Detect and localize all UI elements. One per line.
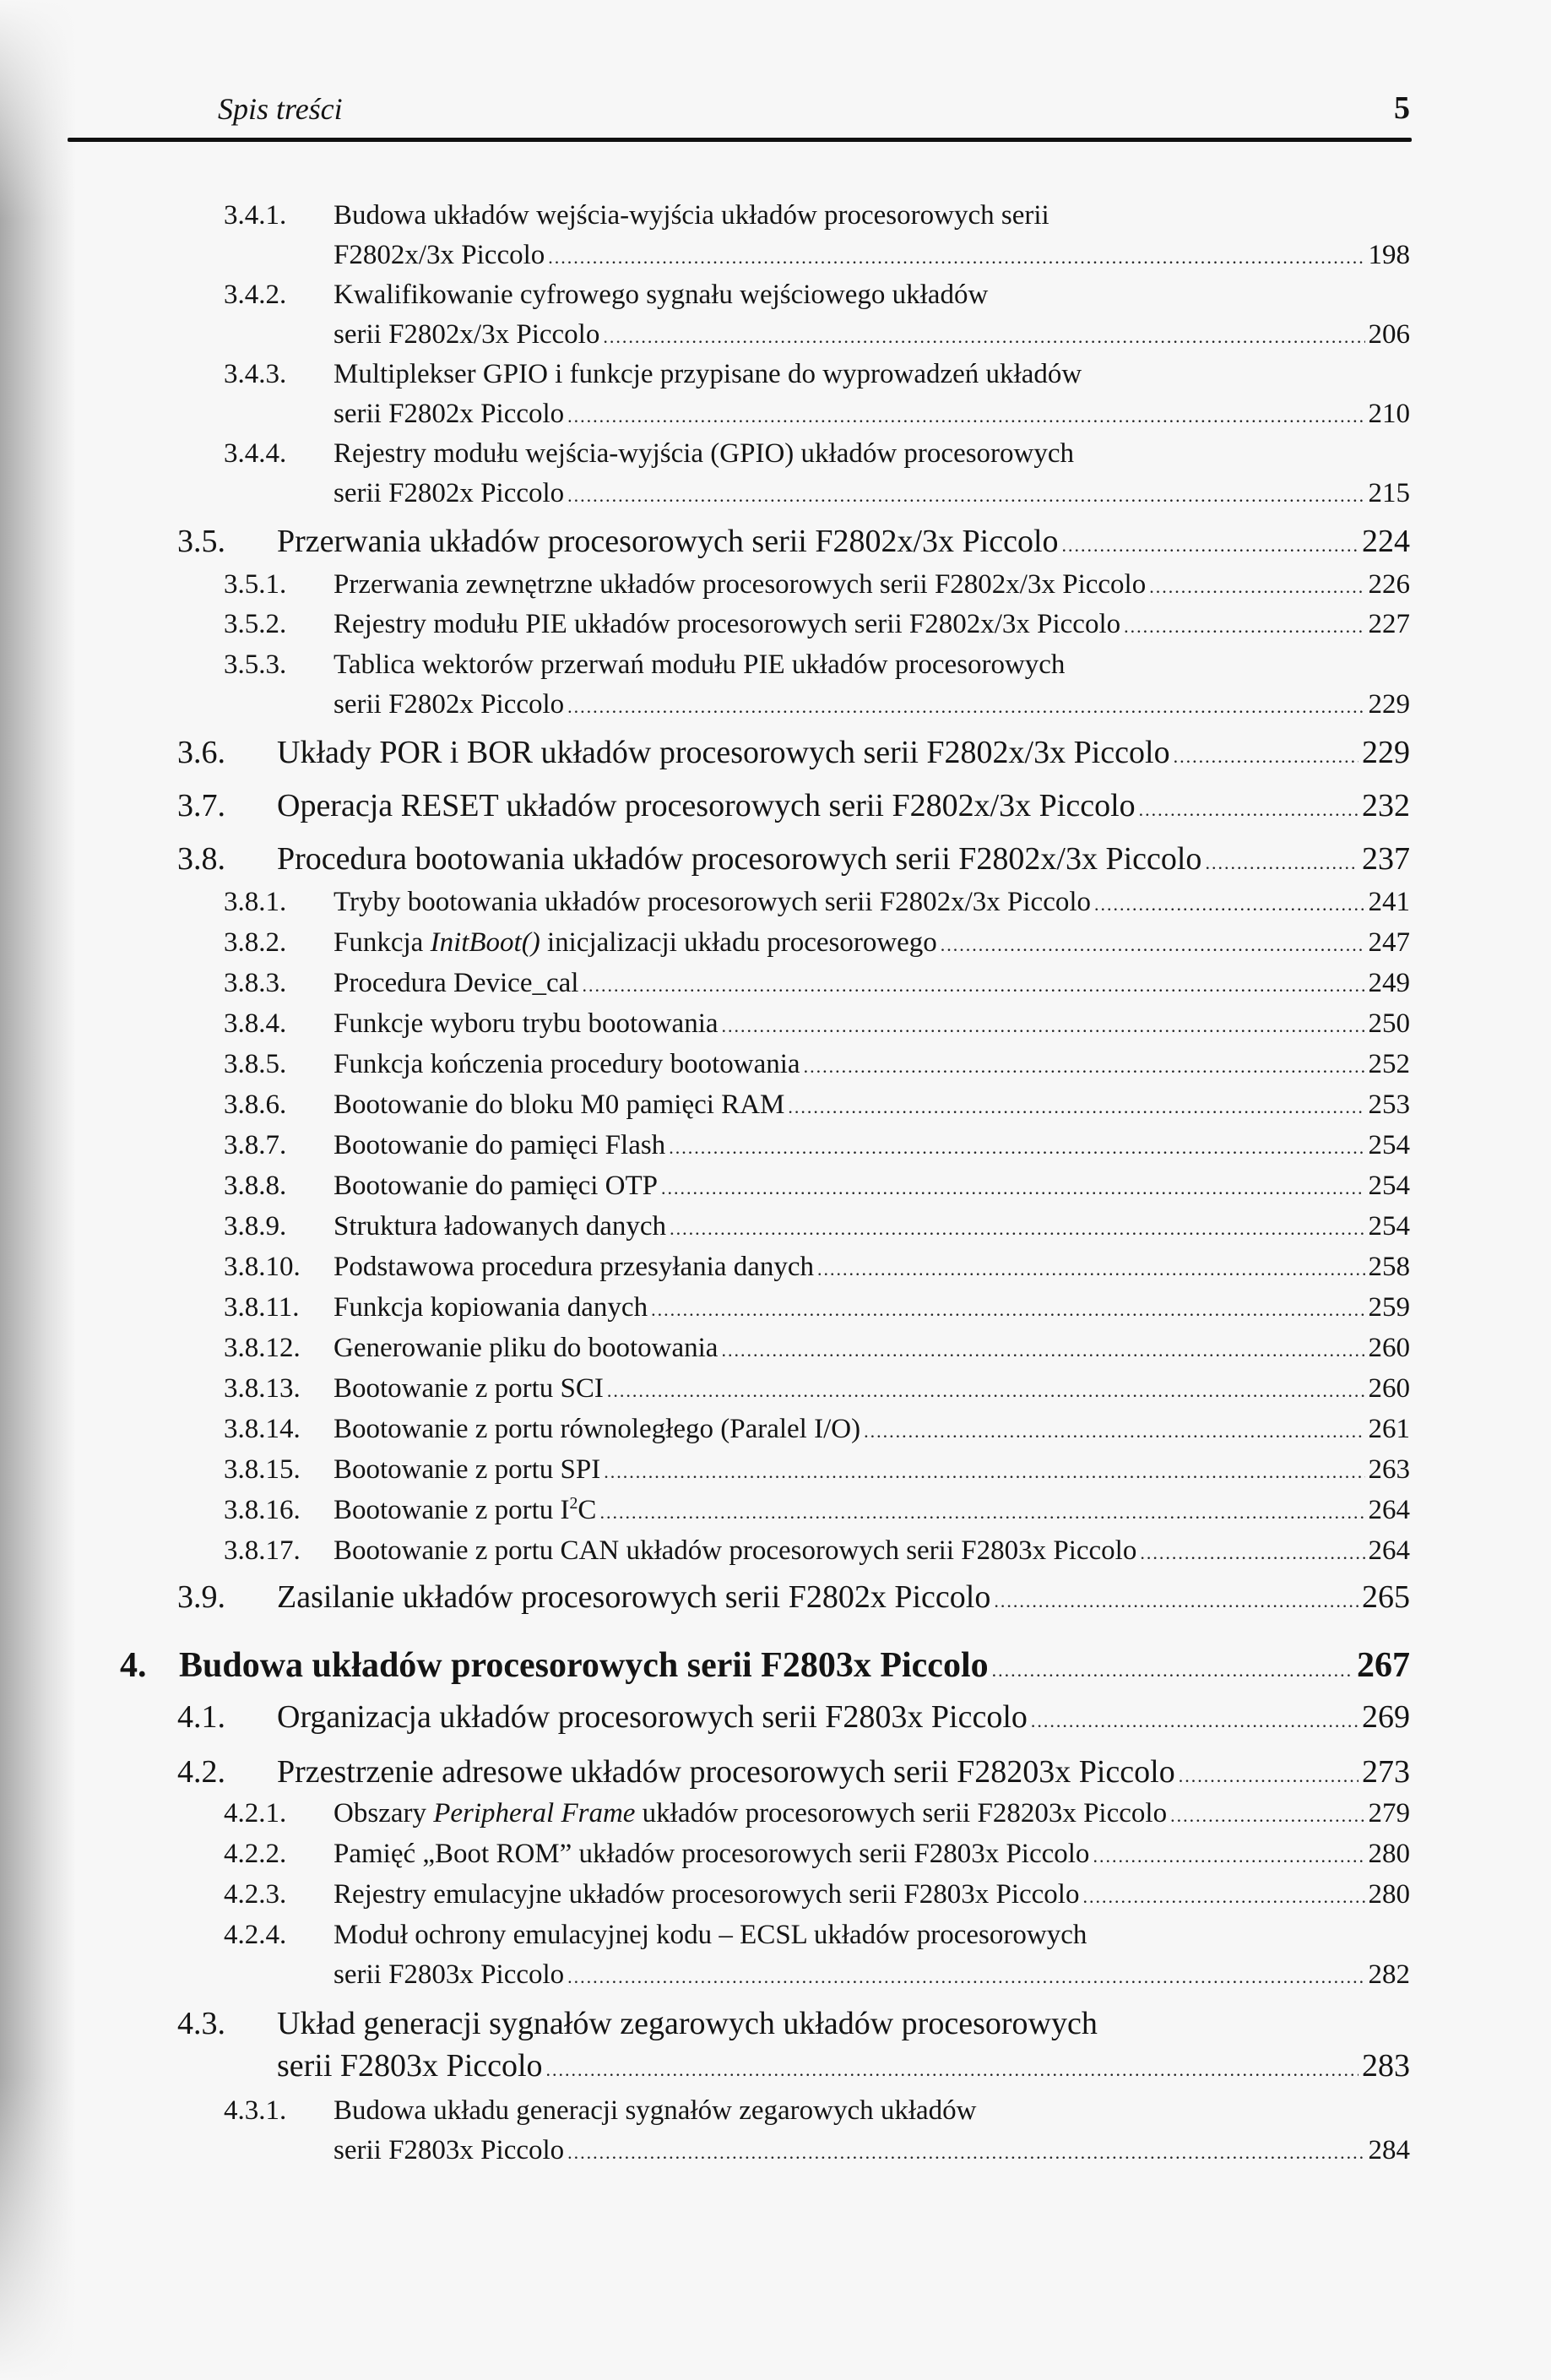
dot-leader bbox=[1124, 606, 1364, 646]
entry-title: Przerwania układów procesorowych serii F2802x/3x Piccolo bbox=[277, 524, 1059, 559]
italic-term: Peripheral Frame bbox=[433, 1798, 636, 1828]
page-number: 5 bbox=[1394, 90, 1410, 126]
toc-entry-3-5-3[interactable] bbox=[224, 645, 1410, 726]
toc-entry-3-8-15[interactable] bbox=[224, 1450, 1410, 1492]
entry-number: 3.8.5. bbox=[224, 1049, 287, 1079]
entry-title: Funkcja kończenia procedury bootowania bbox=[334, 1049, 800, 1079]
entry-title: Struktura ładowanych danych bbox=[334, 1211, 667, 1242]
toc-entry-3-8-14[interactable] bbox=[224, 1410, 1410, 1451]
entry-title: Budowa układu generacji sygnałów zegarowych układów bbox=[334, 2095, 977, 2126]
chapter-title: Budowa układów procesorowych serii F2803x Piccolo bbox=[179, 1646, 989, 1685]
toc-entry-4-3[interactable] bbox=[177, 2002, 1410, 2091]
entry-number: 3.5.2. bbox=[224, 609, 287, 639]
entry-title: Bootowanie do pamięci Flash bbox=[334, 1130, 666, 1160]
entry-page: 254 bbox=[1368, 1211, 1410, 1242]
toc-entry-3-4-1[interactable] bbox=[224, 196, 1410, 277]
entry-number: 3.8.14. bbox=[224, 1414, 301, 1444]
toc-entry-3-8-6[interactable] bbox=[224, 1085, 1410, 1127]
entry-number: 3.8.1. bbox=[224, 887, 287, 917]
entry-number: 3.4.1. bbox=[224, 200, 287, 231]
dot-leader bbox=[721, 1330, 1364, 1370]
chapter-number: 4. bbox=[120, 1646, 147, 1685]
toc-entry-4-3-1[interactable] bbox=[224, 2091, 1410, 2172]
entry-number: 4.2.3. bbox=[224, 1879, 287, 1910]
entry-number: 3.4.2. bbox=[224, 280, 287, 310]
dot-leader bbox=[994, 1580, 1358, 1622]
entry-title: Przerwania zewnętrzne układów procesorowych serii F2802x/3x Piccolo bbox=[334, 569, 1147, 600]
entry-number: 3.5.3. bbox=[224, 649, 287, 680]
spine-fade-bottom bbox=[0, 2076, 76, 2380]
entry-page: 252 bbox=[1368, 1049, 1410, 1079]
dot-leader bbox=[567, 687, 1364, 726]
entry-title-cont: serii F2803x Piccolo bbox=[334, 1959, 565, 1990]
entry-title bbox=[334, 1794, 1167, 1834]
toc-entry-3-4-3[interactable] bbox=[224, 355, 1410, 436]
entry-title-cont: serii F2802x Piccolo bbox=[334, 478, 565, 508]
entry-title: Funkcje wyboru trybu bootowania bbox=[334, 1008, 719, 1039]
toc-entry-4-1[interactable] bbox=[177, 1696, 1410, 1742]
dot-leader bbox=[1094, 884, 1364, 924]
dot-leader bbox=[567, 2133, 1364, 2172]
entry-title: Bootowanie z portu SPI bbox=[334, 1454, 601, 1485]
entry-title: Budowa układów wejścia-wyjścia układów procesorowych serii bbox=[334, 200, 1049, 231]
toc-entry-3-7[interactable] bbox=[177, 785, 1410, 831]
entry-number: 3.8.9. bbox=[224, 1211, 287, 1242]
dot-leader bbox=[1093, 1836, 1364, 1876]
title-text: układów procesorowych serii F28203x Piccolo bbox=[635, 1798, 1168, 1828]
dot-leader bbox=[546, 2049, 1358, 2091]
entry-number: 3.8.12. bbox=[224, 1333, 301, 1363]
entry-number: 3.5.1. bbox=[224, 569, 287, 600]
dot-leader bbox=[1179, 1755, 1358, 1797]
entry-page: 198 bbox=[1368, 240, 1410, 270]
entry-title: Organizacja układów procesorowych serii F2803x Piccolo bbox=[277, 1699, 1028, 1735]
entry-number: 4.3. bbox=[177, 2006, 225, 2041]
entry-title: Układ generacji sygnałów zegarowych układów procesorowych bbox=[277, 2006, 1098, 2041]
entry-number: 3.8.7. bbox=[224, 1130, 287, 1160]
entry-title: Generowanie pliku do bootowania bbox=[334, 1333, 719, 1363]
entry-page: 249 bbox=[1368, 968, 1410, 998]
entry-title: Podstawowa procedura przesyłania danych bbox=[334, 1252, 815, 1282]
dot-leader bbox=[599, 1492, 1364, 1532]
entry-page: 227 bbox=[1368, 609, 1410, 639]
entry-page: 253 bbox=[1368, 1089, 1410, 1120]
entry-page: 280 bbox=[1368, 1839, 1410, 1869]
running-header bbox=[218, 91, 1410, 130]
entry-page: 247 bbox=[1368, 927, 1410, 958]
dot-leader bbox=[1170, 1796, 1364, 1835]
dot-leader bbox=[1062, 524, 1358, 567]
entry-number: 3.8.17. bbox=[224, 1535, 301, 1566]
entry-page: 264 bbox=[1368, 1495, 1410, 1525]
entry-title: Bootowanie z portu równoległego (Paralel I/O) bbox=[334, 1414, 861, 1444]
entry-title: Operacja RESET układów procesorowych serii F2802x/3x Piccolo bbox=[277, 788, 1136, 823]
dot-leader bbox=[582, 965, 1364, 1005]
entry-title: Multiplekser GPIO i funkcje przypisane do wyprowadzeń układów bbox=[334, 359, 1082, 389]
toc-entry-3-8-1[interactable] bbox=[224, 883, 1410, 924]
entry-page: 260 bbox=[1368, 1333, 1410, 1363]
entry-page: 224 bbox=[1362, 524, 1410, 559]
title-text: Funkcja bbox=[334, 927, 431, 958]
toc-chapter-4[interactable] bbox=[120, 1643, 1410, 1693]
entry-page: 258 bbox=[1368, 1252, 1410, 1282]
entry-title: Układy POR i BOR układów procesorowych serii F2802x/3x Piccolo bbox=[277, 735, 1170, 770]
toc-entry-3-8-13[interactable] bbox=[224, 1369, 1410, 1410]
dot-leader bbox=[864, 1411, 1364, 1451]
entry-title-cont: serii F2803x Piccolo bbox=[334, 2135, 565, 2165]
entry-number: 3.8.13. bbox=[224, 1373, 301, 1404]
entry-title: Tablica wektorów przerwań modułu PIE układów procesorowych bbox=[334, 649, 1066, 680]
toc-entry-3-6[interactable] bbox=[177, 731, 1410, 778]
entry-number: 3.8.4. bbox=[224, 1008, 287, 1039]
dot-leader bbox=[1082, 1877, 1364, 1916]
entry-page: 254 bbox=[1368, 1130, 1410, 1160]
toc-entry-3-8-16[interactable] bbox=[224, 1491, 1410, 1532]
dot-leader bbox=[567, 1957, 1364, 1997]
entry-title: Rejestry modułu wejścia-wyjścia (GPIO) układów procesorowych bbox=[334, 438, 1075, 469]
entry-page: 273 bbox=[1362, 1754, 1410, 1790]
entry-page: 283 bbox=[1362, 2048, 1410, 2084]
entry-title-cont: serii F2802x Piccolo bbox=[334, 399, 565, 429]
header-rule bbox=[68, 138, 1412, 142]
dot-leader bbox=[1174, 736, 1358, 778]
function-name: InitBoot() bbox=[430, 927, 540, 958]
entry-page: 279 bbox=[1368, 1798, 1410, 1828]
entry-page: 261 bbox=[1368, 1414, 1410, 1444]
entry-title: Zasilanie układów procesorowych serii F2802x Piccolo bbox=[277, 1579, 991, 1615]
entry-title-cont: serii F2802x/3x Piccolo bbox=[334, 319, 600, 350]
dot-leader bbox=[722, 1006, 1365, 1046]
dot-leader bbox=[1031, 1700, 1358, 1742]
dot-leader bbox=[669, 1128, 1364, 1167]
title-text: inicjalizacji układu procesorowego bbox=[540, 927, 937, 958]
toc-entry-3-9[interactable] bbox=[177, 1576, 1410, 1622]
dot-leader bbox=[1205, 842, 1358, 884]
toc-entry-4-2-4[interactable] bbox=[224, 1915, 1410, 1997]
book-spine-shadow bbox=[0, 0, 76, 2380]
entry-number: 3.8. bbox=[177, 841, 225, 877]
toc-entry-3-5-2[interactable] bbox=[224, 605, 1410, 646]
entry-title: Bootowanie do pamięci OTP bbox=[334, 1171, 659, 1201]
entry-title-cont: F2802x/3x Piccolo bbox=[334, 240, 545, 270]
entry-title: Tryby bootowania układów procesorowych serii F2802x/3x Piccolo bbox=[334, 887, 1092, 917]
toc-entry-3-4-4[interactable] bbox=[224, 434, 1410, 515]
toc-entry-3-8-4[interactable] bbox=[224, 1004, 1410, 1046]
entry-page: 229 bbox=[1362, 735, 1410, 770]
entry-title: Funkcja kopiowania danych bbox=[334, 1292, 648, 1323]
entry-number: 3.4.3. bbox=[224, 359, 287, 389]
entry-page: 232 bbox=[1362, 788, 1410, 823]
entry-number: 4.1. bbox=[177, 1699, 225, 1735]
toc-entry-3-5-1[interactable] bbox=[224, 565, 1410, 606]
entry-page: 250 bbox=[1368, 1008, 1410, 1039]
dot-leader bbox=[567, 475, 1364, 515]
entry-page: 284 bbox=[1368, 2135, 1410, 2165]
toc-entry-3-4-2[interactable] bbox=[224, 275, 1410, 356]
entry-number: 3.8.2. bbox=[224, 927, 287, 958]
entry-page: 210 bbox=[1368, 399, 1410, 429]
running-title: Spis treści bbox=[218, 92, 343, 126]
entry-number: 3.8.3. bbox=[224, 968, 287, 998]
entry-number: 3.8.6. bbox=[224, 1089, 287, 1120]
entry-number: 3.9. bbox=[177, 1579, 225, 1615]
entry-page: 265 bbox=[1362, 1579, 1410, 1615]
entry-title bbox=[334, 923, 937, 963]
entry-page: 215 bbox=[1368, 478, 1410, 508]
entry-page: 237 bbox=[1362, 841, 1410, 877]
entry-title: Bootowanie do bloku M0 pamięci RAM bbox=[334, 1089, 785, 1120]
entry-number: 3.7. bbox=[177, 788, 225, 823]
entry-page: 254 bbox=[1368, 1171, 1410, 1201]
dot-leader bbox=[670, 1209, 1364, 1248]
entry-title: Moduł ochrony emulacyjnej kodu – ECSL układów procesorowych bbox=[334, 1920, 1087, 1950]
entry-number: 3.5. bbox=[177, 524, 225, 559]
entry-title bbox=[334, 1491, 596, 1530]
toc-entry-3-8-8[interactable] bbox=[224, 1166, 1410, 1208]
entry-page: 260 bbox=[1368, 1373, 1410, 1404]
entry-page: 269 bbox=[1362, 1699, 1410, 1735]
dot-leader bbox=[817, 1249, 1364, 1289]
toc-entry-3-8-10[interactable] bbox=[224, 1247, 1410, 1289]
entry-page: 263 bbox=[1368, 1454, 1410, 1485]
dot-leader bbox=[548, 237, 1364, 277]
entry-number: 3.8.10. bbox=[224, 1252, 301, 1282]
dot-leader bbox=[804, 1046, 1365, 1086]
entry-title: Rejestry emulacyjne układów procesorowych serii F2803x Piccolo bbox=[334, 1879, 1080, 1910]
dot-leader bbox=[1149, 567, 1364, 606]
dot-leader bbox=[941, 925, 1365, 964]
toc-entry-4-2[interactable] bbox=[177, 1751, 1410, 1797]
entry-number: 4.2.1. bbox=[224, 1798, 287, 1828]
dot-leader bbox=[1139, 789, 1358, 831]
title-text: Bootowanie z portu I bbox=[334, 1495, 570, 1525]
entry-number: 4.3.1. bbox=[224, 2095, 287, 2126]
entry-title: Kwalifikowanie cyfrowego sygnału wejściowego układów bbox=[334, 280, 989, 310]
entry-title: Rejestry modułu PIE układów procesorowych serii F2802x/3x Piccolo bbox=[334, 609, 1121, 639]
entry-page: 264 bbox=[1368, 1535, 1410, 1566]
entry-title-cont: serii F2802x Piccolo bbox=[334, 689, 565, 720]
entry-page: 259 bbox=[1368, 1292, 1410, 1323]
entry-page: 226 bbox=[1368, 569, 1410, 600]
toc-entry-4-2-1[interactable] bbox=[224, 1794, 1410, 1835]
toc-entry-4-2-2[interactable] bbox=[224, 1834, 1410, 1876]
title-text: C bbox=[578, 1495, 597, 1525]
toc-entry-3-8-7[interactable] bbox=[224, 1126, 1410, 1167]
entry-page: 267 bbox=[1357, 1646, 1410, 1685]
toc-entry-3-8-17[interactable] bbox=[224, 1531, 1410, 1573]
toc-entry-3-8-5[interactable] bbox=[224, 1045, 1410, 1086]
toc-entry-3-8-11[interactable] bbox=[224, 1288, 1410, 1329]
dot-leader bbox=[992, 1648, 1353, 1693]
entry-title: Pamięć „Boot ROM” układów procesorowych serii F2803x Piccolo bbox=[334, 1839, 1090, 1869]
entry-page: 280 bbox=[1368, 1879, 1410, 1910]
entry-number: 3.8.16. bbox=[224, 1495, 301, 1525]
dot-leader bbox=[604, 1452, 1364, 1492]
entry-number: 3.8.8. bbox=[224, 1171, 287, 1201]
entry-page: 241 bbox=[1368, 887, 1410, 917]
entry-number: 3.8.11. bbox=[224, 1292, 300, 1323]
dot-leader bbox=[603, 317, 1364, 356]
toc-entry-3-8-12[interactable] bbox=[224, 1329, 1410, 1370]
entry-page: 282 bbox=[1368, 1959, 1410, 1990]
entry-number: 4.2. bbox=[177, 1754, 225, 1790]
entry-number: 3.6. bbox=[177, 735, 225, 770]
entry-title: Bootowanie z portu SCI bbox=[334, 1373, 604, 1404]
entry-page: 206 bbox=[1368, 319, 1410, 350]
entry-title: Procedura bootowania układów procesorowych serii F2802x/3x Piccolo bbox=[277, 841, 1202, 877]
entry-page: 229 bbox=[1368, 689, 1410, 720]
dot-leader bbox=[607, 1371, 1365, 1410]
entry-number: 4.2.2. bbox=[224, 1839, 287, 1869]
toc-entry-4-2-3[interactable] bbox=[224, 1875, 1410, 1916]
toc-entry-3-8-3[interactable] bbox=[224, 964, 1410, 1005]
spine-fade-top bbox=[0, 0, 76, 220]
entry-number: 4.2.4. bbox=[224, 1920, 287, 1950]
entry-title: Przestrzenie adresowe układów procesorowych serii F28203x Piccolo bbox=[277, 1754, 1175, 1790]
entry-title: Bootowanie z portu CAN układów procesorowych serii F2803x Piccolo bbox=[334, 1535, 1137, 1566]
dot-leader bbox=[788, 1087, 1364, 1127]
entry-number: 3.8.15. bbox=[224, 1454, 301, 1485]
superscript: 2 bbox=[569, 1494, 578, 1513]
dot-leader bbox=[567, 396, 1364, 436]
toc-entry-3-8-9[interactable] bbox=[224, 1207, 1410, 1248]
entry-number: 3.4.4. bbox=[224, 438, 287, 469]
toc-entry-3-5[interactable] bbox=[177, 520, 1410, 567]
dot-leader bbox=[1140, 1533, 1364, 1573]
dot-leader bbox=[661, 1168, 1364, 1208]
toc-entry-3-8[interactable] bbox=[177, 838, 1410, 884]
title-text: Obszary bbox=[334, 1798, 434, 1828]
dot-leader bbox=[651, 1290, 1364, 1329]
toc-entry-3-8-2[interactable] bbox=[224, 923, 1410, 964]
entry-title: Procedura Device_cal bbox=[334, 968, 579, 998]
entry-title-cont: serii F2803x Piccolo bbox=[277, 2048, 543, 2084]
